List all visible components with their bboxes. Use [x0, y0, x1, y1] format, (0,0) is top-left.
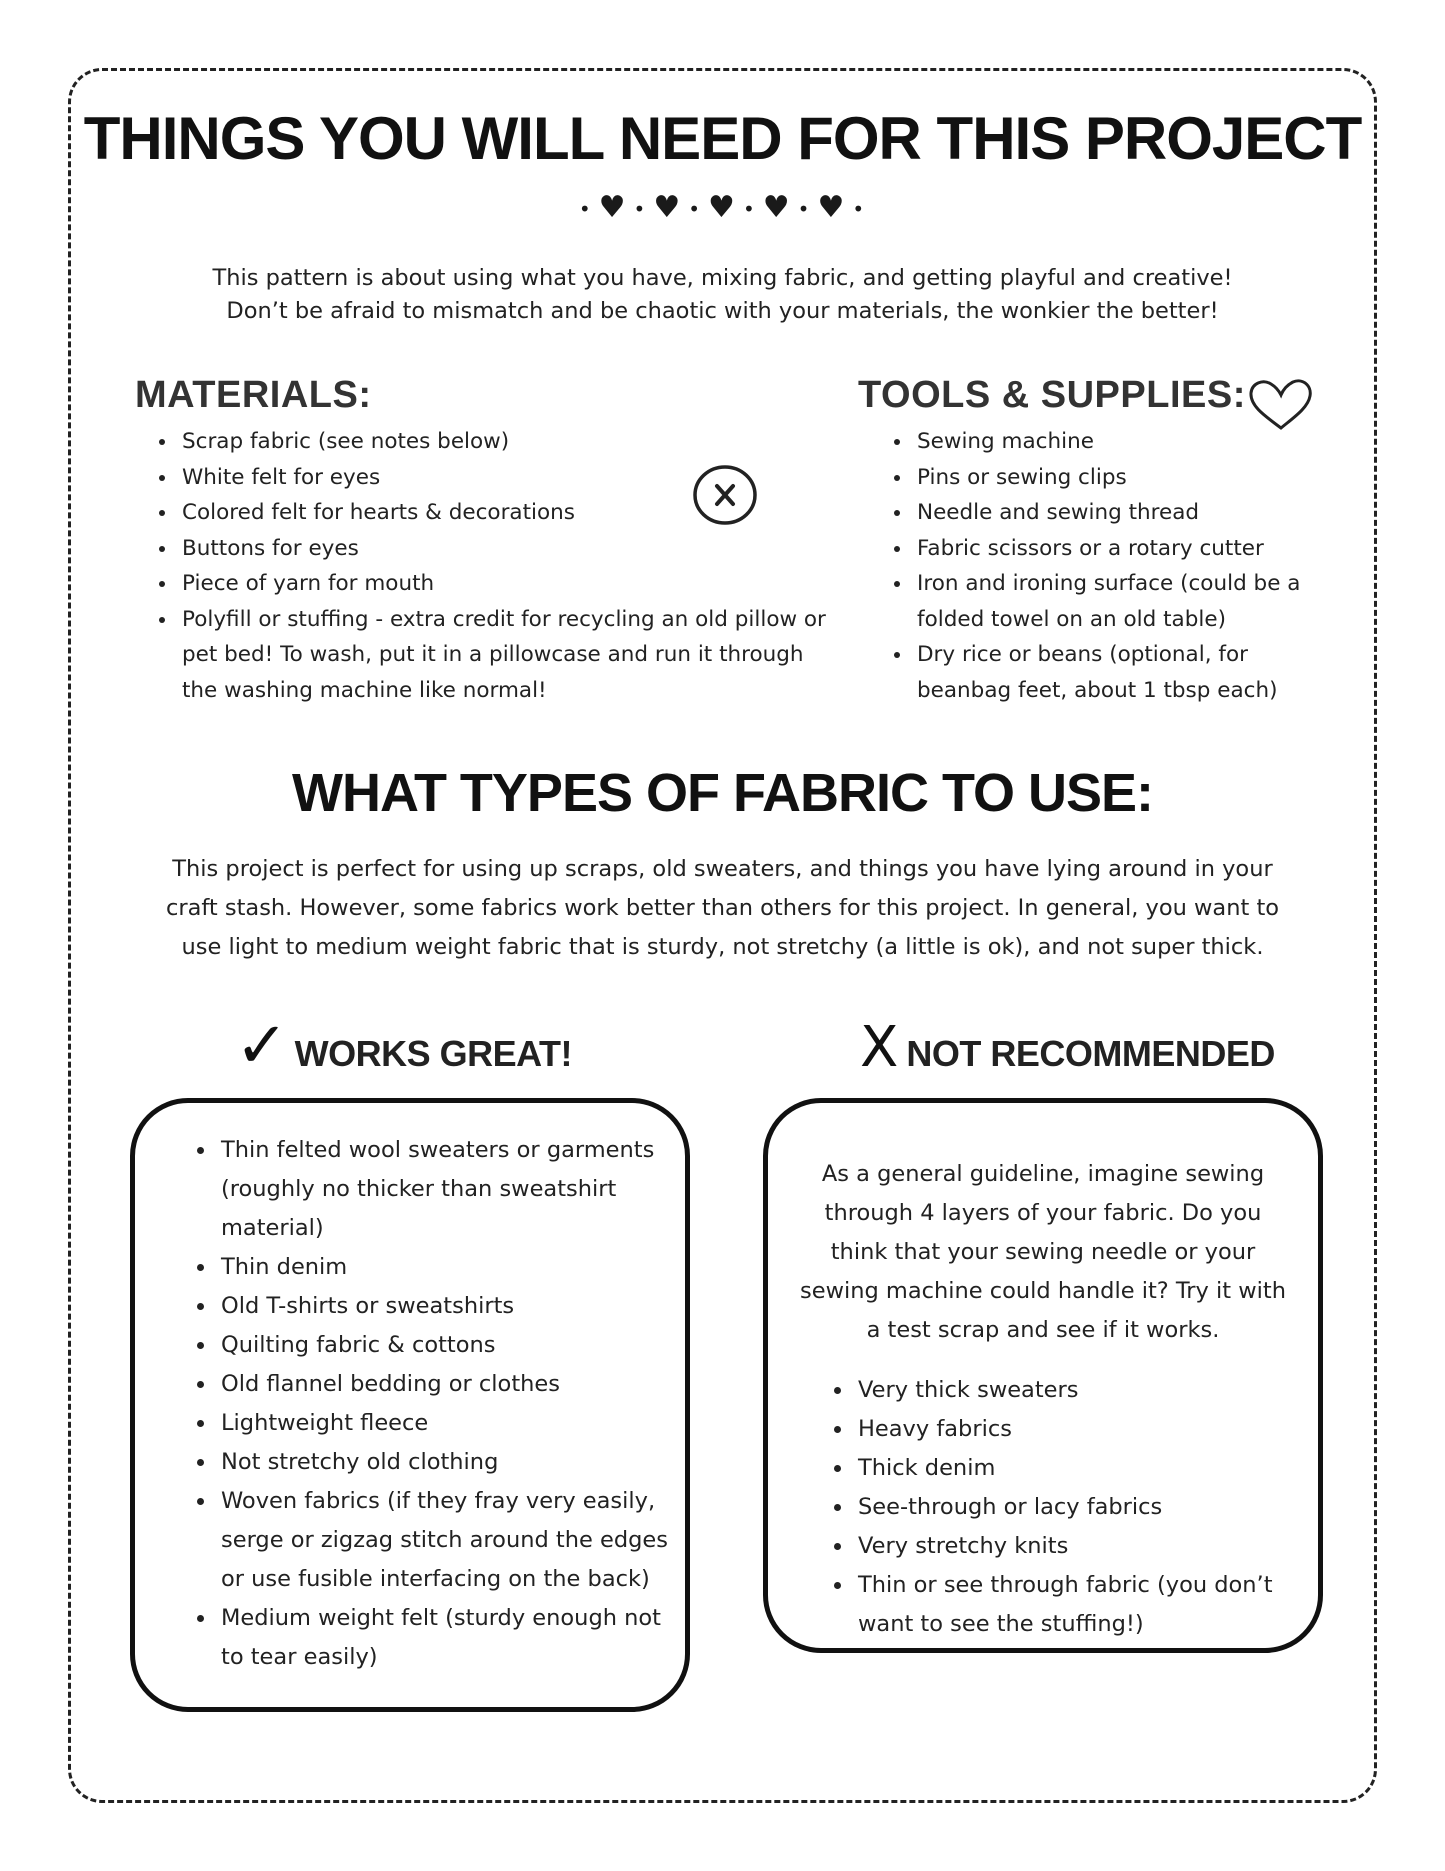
fabric-title: WHAT TYPES OF FABRIC TO USE: [291, 763, 1154, 823]
list-item: • Sewing machine [913, 424, 1345, 460]
list-item: • Dry rice or beans (optional, for beanbag feet, about 1 tbsp each) [913, 637, 1345, 708]
works-great-header [235, 1008, 572, 1083]
not-recommended-box [763, 1098, 1323, 1653]
list-item: • Needle and sewing thread [913, 495, 1345, 531]
list-item: • Iron and ironing surface (could be a folded towel on an old table) [913, 566, 1345, 637]
materials-heading: MATERIALS: [135, 374, 372, 416]
list-item: • Thin felted wool sweaters or garments (roughly no thicker than sweatshirt material) [217, 1131, 673, 1248]
list-item: • Very thick sweaters [854, 1371, 1290, 1410]
list-item: • Buttons for eyes [178, 531, 840, 567]
list-item: • See-through or lacy fabrics [854, 1488, 1290, 1527]
guideline-text: As a general guideline, imagine sewing through 4 layers of your fabric. Do you think that your sewing needle or your sewing machine could handle it? Try it with a test scrap and see if it works. [800, 1161, 1286, 1343]
list-item: • Heavy fabrics [854, 1410, 1290, 1449]
fabric-intro-line: This project is perfect for using up scraps, old sweaters, and things you have lying around in your [172, 856, 1273, 882]
list-item: • Woven fabrics (if they fray very easily, serge or zigzag stitch around the edges or use fusible interfacing on the back) [217, 1482, 673, 1599]
list-item: • Fabric scissors or a rotary cutter [913, 531, 1345, 567]
tools-list-container [875, 424, 1345, 708]
list-item: • Piece of yarn for mouth [178, 566, 840, 602]
hearts-divider: • ♥ • ♥ • ♥ • ♥ • ♥ • [578, 190, 867, 225]
intro-line: Don’t be afraid to mismatch and be chaotic with your materials, the wonkier the better! [226, 298, 1219, 324]
list-item: • Not stretchy old clothing [217, 1443, 673, 1482]
heart-icon: ♥ [598, 190, 628, 225]
list-item: • Thick denim [854, 1449, 1290, 1488]
list-item: • Pins or sewing clips [913, 460, 1345, 496]
list-item: • Thin or see through fabric (you don’t want to see the stuffing!) [854, 1566, 1290, 1644]
list-item: • Quilting fabric & cottons [217, 1326, 673, 1365]
list-item: • Lightweight fleece [217, 1404, 673, 1443]
intro-line: This pattern is about using what you have, mixing fabric, and getting playful and creative! [212, 265, 1233, 291]
list-item: • Medium weight felt (sturdy enough not to tear easily) [217, 1599, 673, 1677]
heart-icon: ♥ [817, 190, 847, 225]
heart-icon: ♥ [653, 190, 683, 225]
fabric-intro-text [120, 850, 1325, 967]
list-item: • Polyfill or stuffing - extra credit for recycling an old pillow or pet bed! To wash, put it in a pillowcase and run it through the washing machine like normal! [178, 602, 840, 709]
button-doodle-icon [690, 462, 760, 528]
intro-text [120, 262, 1325, 328]
works-great-box [130, 1098, 690, 1712]
not-recommended-heading: NOT RECOMMENDED [906, 1033, 1275, 1074]
heart-icon: ♥ [708, 190, 737, 225]
list-item: • Old flannel bedding or clothes [217, 1365, 673, 1404]
list-item: • Thin denim [217, 1248, 673, 1287]
tools-heading: TOOLS & SUPPLIES: [858, 374, 1246, 416]
tools-list [875, 424, 1345, 708]
page-title: THINGS YOU WILL NEED FOR THIS PROJECT [83, 105, 1362, 172]
heart-icon: ♥ [762, 190, 792, 225]
list-item: • Colored felt for hearts & decorations [178, 495, 840, 531]
list-item: • Old T-shirts or sweatshirts [217, 1287, 673, 1326]
list-item: • Scrap fabric (see notes below) [178, 424, 840, 460]
not-recommended-header [860, 1008, 1275, 1078]
list-item: • White felt for eyes [178, 460, 840, 496]
fabric-intro-line: use light to medium weight fabric that is sturdy, not stretchy (a little is ok), and not super thick. [181, 934, 1264, 960]
checkmark-icon: ✓ [235, 1009, 289, 1083]
not-recommended-list [820, 1371, 1290, 1644]
works-great-heading: WORKS GREAT! [294, 1033, 572, 1074]
list-item: • Very stretchy knits [854, 1527, 1290, 1566]
works-great-list [183, 1131, 673, 1677]
x-mark-icon: X [860, 1015, 899, 1080]
fabric-intro-line: craft stash. However, some fabrics work better than others for this project. In general, you want to [165, 895, 1280, 921]
